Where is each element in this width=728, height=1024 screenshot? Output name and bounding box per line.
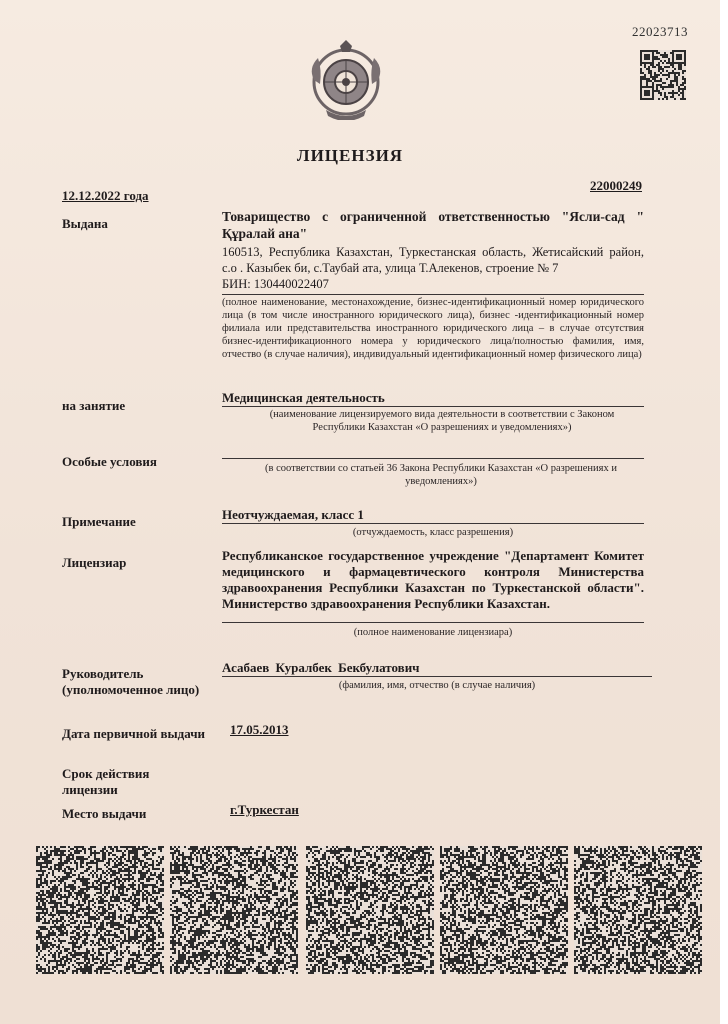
security-code-3: [306, 846, 434, 974]
security-code-1: [36, 846, 164, 974]
document-number: 22023713: [632, 24, 688, 39]
licensor-rule: [222, 622, 644, 623]
issued-to-bin: БИН: 130440022407: [222, 277, 329, 291]
activity-note: (наименование лицензируемого вида деятельности в соответствии с Законом Республики Казахстан «О разрешениях и уведомлениях»): [269, 409, 615, 433]
place-value: г.Туркестан: [230, 802, 299, 817]
issued-to-address: 160513, Республика Казахстан, Туркестанская область, Жетисайский район, с.о . Казыбек би, с.Таубай ата, улица Т.Алекенов, строение № 7: [222, 245, 644, 275]
issued-to-label: Выдана: [62, 216, 108, 231]
issue-date: 12.12.2022 года: [62, 188, 149, 203]
place-label: Место выдачи: [62, 806, 147, 821]
head-note: (фамилия, имя, отчество (в случае наличия): [338, 680, 536, 691]
remark-value: Неотчуждаемая, класс 1: [222, 507, 364, 522]
issued-to-note: (полное наименование, местонахождение, бизнес-идентификационный номер юридического лица (в том числе иностранного юридического лица), бизнес -идентификационный номер филиала или представительства иностранного юридического лица – в случае отсутствия бизнес-идентификационного номера у юридического лица/полностью фамилия, имя, отчество (в случае наличия), индивидуальный идентификационный номер физического лица): [222, 297, 644, 360]
document-title: ЛИЦЕНЗИЯ: [296, 146, 404, 165]
special-conditions-rule: [222, 458, 644, 459]
remark-note: (отчуждаемость, класс разрешения): [352, 527, 514, 538]
special-conditions-label: Особые условия: [62, 454, 157, 469]
qr-code-icon: [640, 50, 686, 100]
activity-label: на занятие: [62, 398, 126, 413]
validity-label: Срок действия лицензии: [62, 766, 150, 797]
licensor-label: Лицензиар: [62, 555, 127, 570]
scan-edge: [720, 0, 728, 1024]
remark-label: Примечание: [62, 514, 136, 529]
security-code-2: [170, 846, 298, 974]
licensor-note: (полное наименование лицензиара): [353, 627, 513, 638]
activity-value: Медицинская деятельность: [222, 390, 385, 405]
activity-rule: [222, 406, 644, 407]
issued-to-rule: [222, 294, 644, 295]
state-emblem-icon: [306, 40, 386, 120]
head-rule: [222, 676, 652, 677]
special-conditions-note: (в соответствии со статьей 36 Закона Республики Казахстан «О разрешениях и уведомлениях»): [265, 463, 617, 487]
license-number: 22000249: [590, 178, 642, 193]
licensor-value: Республиканское государственное учреждение "Департамент Комитет медицинского и фармацевтического контроля Министерства здравоохранения Республики Казахстан по Туркестанской области". Министерство здравоохранения Республики Казахстан.: [222, 548, 644, 611]
first-issue-value: 17.05.2013: [230, 722, 289, 737]
first-issue-label: Дата первичной выдачи: [62, 726, 206, 741]
issued-to-name: Товарищество с ограниченной ответственностью "Ясли-сад " Құралай ана": [222, 209, 644, 241]
security-code-4: [440, 846, 568, 974]
head-value: Асабаев Куралбек Бекбулатович: [222, 660, 420, 675]
remark-rule: [222, 523, 644, 524]
head-label: Руководитель (уполномоченное лицо): [62, 666, 200, 697]
security-code-5: [574, 846, 702, 974]
security-codes: [36, 846, 706, 986]
